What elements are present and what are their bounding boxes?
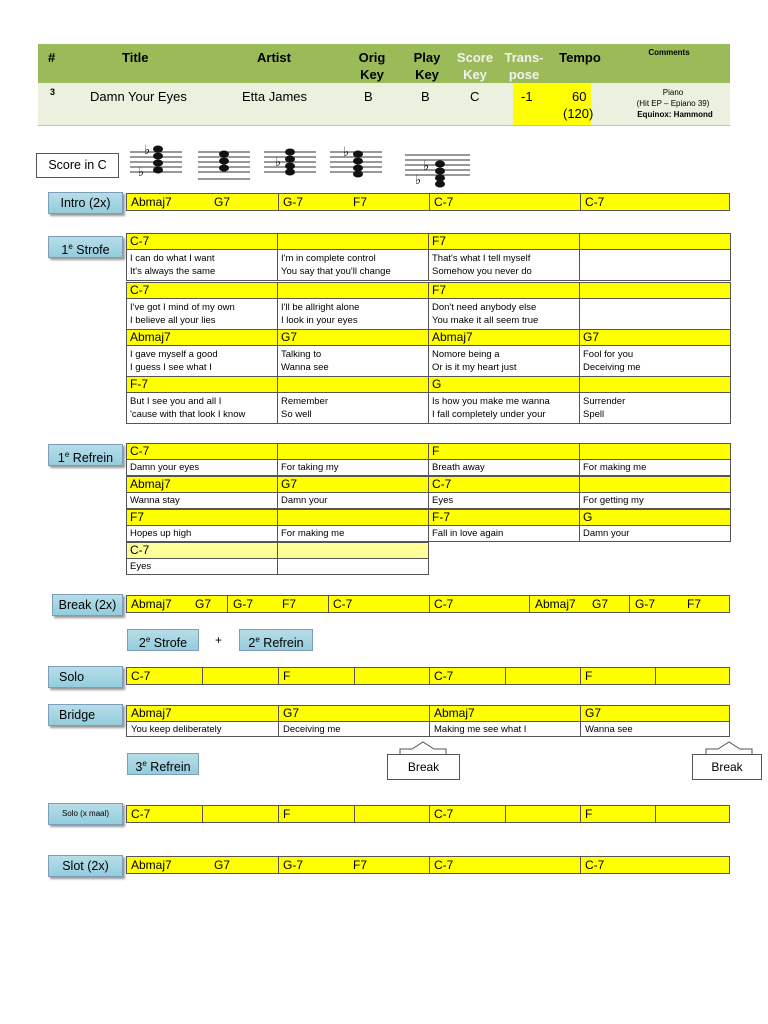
refrein2-ref: 2e Refrein (239, 629, 313, 651)
chord: G7 (283, 706, 300, 720)
song-artist: Etta James (242, 89, 308, 104)
refrein-label: 1e Refrein (48, 444, 123, 466)
song-number: 3 (50, 87, 56, 97)
chord: G-7 (283, 858, 304, 872)
bridge-lyric-row (126, 721, 730, 737)
tempo-value: 60 (572, 89, 587, 104)
lyric-line: You make it all seem true (432, 315, 539, 326)
lyric-line: I guess I see what I (130, 362, 212, 373)
lyric-line: You say that you'll change (281, 266, 391, 277)
chord: G7 (214, 195, 231, 209)
chord: C-7 (585, 195, 605, 209)
lyric-line: 'cause with that look I know (130, 409, 246, 420)
strofe2-ref: 2e Strofe (127, 629, 199, 651)
chord-cell: C-7 (126, 282, 278, 299)
chord-cell (277, 233, 429, 250)
lyric-line: That's what I tell myself (432, 253, 531, 264)
intro-row (126, 193, 730, 211)
comment-line-2: (Hit EP – Epiano 39) (636, 99, 710, 108)
lyric-line: I gave myself a good (130, 349, 218, 360)
svg-text:♭: ♭ (275, 155, 282, 170)
lyric-line: I fall completely under your (432, 409, 546, 420)
song-title: Damn Your Eyes (90, 89, 187, 104)
chord: F7 (353, 195, 368, 209)
chord: C-7 (434, 195, 454, 209)
chord-cell (579, 443, 731, 460)
lyric-line: I've got I mind of my own (130, 302, 235, 313)
col-orig-key: Orig Key (358, 50, 386, 82)
chord-cell: G (428, 376, 580, 393)
chord: G-7 (283, 195, 304, 209)
col-score-key: Score Key (456, 50, 494, 82)
solo2-row (126, 805, 730, 823)
chord-cell (579, 282, 731, 299)
lyric-cell (126, 345, 278, 377)
lyric-line: It's always the same (130, 266, 216, 277)
solo-x-maal-label: Solo (x maal) (48, 803, 123, 825)
lyric: Making me see what I (434, 724, 527, 735)
break-label: Break (2x) (52, 594, 123, 616)
chord: Abmaj7 (131, 858, 172, 872)
lyric-cell (579, 392, 731, 424)
tempo-double: (120) (563, 106, 594, 121)
chord: C-7 (434, 858, 454, 872)
lyric-cell: For making me (277, 525, 429, 542)
lyric-cell (126, 249, 278, 281)
chord-cell: F7 (428, 282, 580, 299)
lyric-line: Nomore being a (432, 349, 500, 360)
lyric-cell (277, 345, 429, 377)
refrein3-ref: 3e Refrein (127, 753, 199, 775)
lyric-line: I'll be allright alone (281, 302, 360, 313)
chord: C-7 (131, 807, 151, 821)
break-row (126, 595, 730, 613)
chord: C-7 (434, 669, 454, 683)
chord-cell (579, 476, 731, 493)
chord: F (283, 669, 291, 683)
chord: G-7 (635, 597, 656, 611)
lyric-cell (428, 249, 580, 281)
chord-cell: Abmaj7 (428, 329, 580, 346)
chord-cell (277, 282, 429, 299)
chord: Abmaj7 (131, 706, 172, 720)
orig-key: B (364, 89, 373, 104)
chord-cell: Abmaj7 (126, 329, 278, 346)
bridge-chord-row (126, 705, 730, 722)
lyric-cell (428, 298, 580, 330)
chord-cell: F-7 (126, 376, 278, 393)
chord-cell: G7 (277, 329, 429, 346)
lyric-cell: Damn your eyes (126, 459, 278, 476)
lyric-cell: For getting my (579, 492, 731, 509)
chord: G7 (195, 597, 212, 611)
lyric-cell (579, 298, 731, 330)
chord: F7 (353, 858, 368, 872)
transpose-value: -1 (521, 89, 533, 104)
chord: F (283, 807, 291, 821)
lyric-line: Fool for you (583, 349, 634, 360)
chord-cell (579, 376, 731, 393)
chord: G7 (214, 858, 231, 872)
svg-text:♭: ♭ (415, 173, 422, 188)
score-in-c-label: Score in C (36, 153, 119, 178)
chord-cell: G7 (277, 476, 429, 493)
chord: F7 (687, 597, 702, 611)
chord: F (585, 669, 593, 683)
svg-text:♭: ♭ (423, 159, 430, 174)
chord: C-7 (434, 807, 454, 821)
lyric-line: Spell (583, 409, 605, 420)
chord: Abmaj7 (131, 195, 172, 209)
svg-text:♭: ♭ (144, 143, 151, 158)
lyric-cell: Wanna stay (126, 492, 278, 509)
play-key: B (421, 89, 430, 104)
lyric-cell: For taking my (277, 459, 429, 476)
chord-cell (277, 509, 429, 526)
col-transpose: Trans-pose (504, 50, 544, 82)
chord: G7 (592, 597, 609, 611)
lyric-cell (579, 345, 731, 377)
lyric-cell: Damn your (277, 492, 429, 509)
lyric-cell: Hopes up high (126, 525, 278, 542)
slot-label: Slot (2x) (48, 855, 123, 877)
lyric-cell: For making me (579, 459, 731, 476)
plus-sign: + (215, 633, 223, 647)
lyric-line: Remember (281, 396, 328, 407)
slot-row (126, 856, 730, 874)
lyric-cell (428, 392, 580, 424)
lyric-cell (277, 558, 429, 575)
col-num: # (48, 50, 56, 65)
intro-label: Intro (2x) (48, 192, 123, 214)
strofe-label: 1e Strofe (48, 236, 123, 258)
comment-line-3: Equinox: Hammond (637, 110, 713, 119)
up-arrow-icon (398, 741, 448, 755)
lyric-cell: Eyes (428, 492, 580, 509)
lyric-line: Wanna see (281, 362, 329, 373)
lyric-cell (428, 345, 580, 377)
chord-cell (277, 542, 429, 559)
chord: Abmaj7 (131, 597, 172, 611)
chord: G7 (585, 706, 602, 720)
lyric-cell: Damn your (579, 525, 731, 542)
lyric-cell (579, 249, 731, 281)
col-play-key: Play Key (413, 50, 441, 82)
chord: F (585, 807, 593, 821)
chord: G-7 (233, 597, 254, 611)
chord-cell (579, 233, 731, 250)
chord-cell (277, 443, 429, 460)
chord-cell: Abmaj7 (126, 476, 278, 493)
lyric-line: Surrender (583, 396, 626, 407)
lyric-cell (277, 392, 429, 424)
lyric-line: Don't need anybody else (432, 302, 537, 313)
chord-cell: F7 (126, 509, 278, 526)
lyric-line: Deceiving me (583, 362, 641, 373)
lyric-line: I look in your eyes (281, 315, 358, 326)
chord-cell: G (579, 509, 731, 526)
svg-text:♭: ♭ (343, 145, 350, 160)
lyric: Wanna see (585, 724, 633, 735)
chord-cell: C-7 (126, 443, 278, 460)
col-title: Title (122, 50, 149, 65)
chord: Abmaj7 (434, 706, 475, 720)
song-header-table (38, 44, 730, 125)
lyric-line: Or is it my heart just (432, 362, 517, 373)
lyric-cell (126, 298, 278, 330)
solo-label: Solo (48, 666, 123, 688)
chord: C-7 (434, 597, 454, 611)
chord-cell: C-7 (126, 233, 278, 250)
lyric: You keep deliberately (131, 724, 222, 735)
comment-line-1: Piano (662, 88, 684, 97)
chord-cell (277, 376, 429, 393)
lyric-line: I'm in complete control (281, 253, 376, 264)
up-arrow-icon (704, 741, 754, 755)
lyric-cell (126, 392, 278, 424)
svg-text:♭: ♭ (138, 165, 145, 180)
lyric-line: Is how you make me wanna (432, 396, 550, 407)
lyric-cell: Breath away (428, 459, 580, 476)
break-callout: Break (692, 754, 762, 780)
chord: C-7 (585, 858, 605, 872)
lyric-line: I can do what I want (130, 253, 215, 264)
lyric-line: I believe all your lies (130, 315, 216, 326)
col-comments: Comments (648, 48, 690, 57)
chord-cell: G7 (579, 329, 731, 346)
break-callout: Break (387, 754, 460, 780)
solo-row (126, 667, 730, 685)
chord: C-7 (131, 669, 151, 683)
chord-cell: F (428, 443, 580, 460)
score-staff-icons (130, 142, 480, 188)
lyric-line: But I see you and all I (130, 396, 222, 407)
chord-cell: F-7 (428, 509, 580, 526)
lyric-cell (277, 249, 429, 281)
col-artist: Artist (257, 50, 291, 65)
chord: Abmaj7 (535, 597, 576, 611)
lyric: Deceiving me (283, 724, 341, 735)
chord-cell: F7 (428, 233, 580, 250)
bridge-label: Bridge (48, 704, 123, 726)
chord: F7 (282, 597, 297, 611)
lyric-cell: Fall in love again (428, 525, 580, 542)
lyric-cell (277, 298, 429, 330)
lyric-line: Somehow you never do (432, 266, 532, 277)
chord-cell: C-7 (428, 476, 580, 493)
score-key: C (470, 89, 480, 104)
col-tempo: Tempo (559, 50, 601, 65)
lyric-line: So well (281, 409, 312, 420)
chord-cell: C-7 (126, 542, 278, 559)
chord: C-7 (333, 597, 353, 611)
lyric-line: Talking to (281, 349, 322, 360)
lyric-cell: Eyes (126, 558, 278, 575)
